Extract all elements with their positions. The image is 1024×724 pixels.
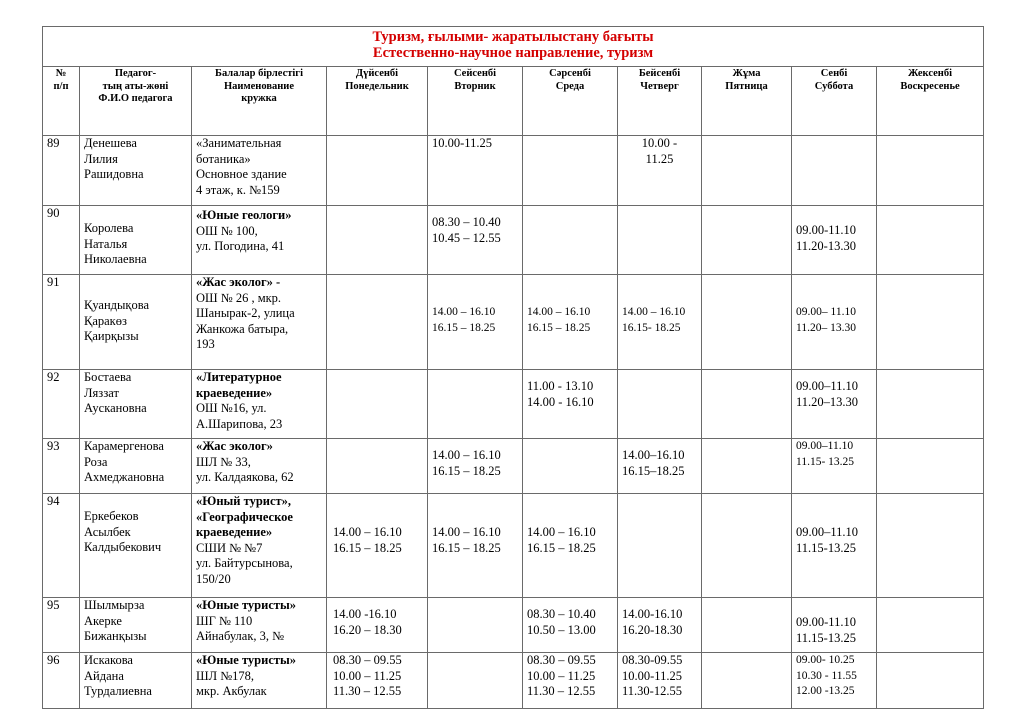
- header-club: [192, 67, 327, 136]
- text-line: А.Шарипова, 23: [196, 416, 283, 431]
- text-line: Жексенбі: [908, 68, 953, 79]
- text-line: ул. Байтурсынова,: [196, 556, 293, 571]
- text-line: Қаракөз: [84, 313, 127, 328]
- schedule-tuesday: [428, 653, 523, 709]
- text-line: Акерке: [84, 613, 122, 628]
- table-row: [43, 494, 984, 598]
- text-line: 14.00 – 16.10: [622, 306, 686, 318]
- text-line: ШЛ №178,: [196, 668, 255, 683]
- schedule-saturday: [792, 439, 877, 494]
- text-line: ШГ № 110: [196, 613, 253, 628]
- text-line: ул. Погодина, 41: [196, 239, 285, 254]
- schedule-thursday: [618, 598, 702, 653]
- teacher-name: [80, 370, 192, 439]
- text-line: Пятница: [725, 80, 768, 92]
- text-line: Николаевна: [84, 252, 147, 267]
- schedule-sunday: [877, 494, 984, 598]
- text-line: Среда: [555, 80, 585, 92]
- text-line: Наименование: [224, 80, 294, 92]
- club-name: [192, 206, 327, 275]
- text-line: Четверг: [640, 80, 679, 92]
- text-line: 11.30 – 12.55: [333, 684, 402, 699]
- club-name: [192, 494, 327, 598]
- text-line: 14.00-16.10: [622, 607, 683, 621]
- schedule-sunday: [877, 275, 984, 370]
- text-line: 16.15–18.25: [622, 463, 685, 478]
- schedule-tuesday: [428, 275, 523, 370]
- text-line: 10.00-11.25: [432, 136, 492, 150]
- text-line: 10.30 - 11.55: [796, 669, 857, 682]
- text-line: 16.20 – 18.30: [333, 622, 402, 637]
- text-line: 14.00 – 16.10: [527, 525, 596, 539]
- text-line: 10.45 – 12.55: [432, 230, 501, 245]
- text-line: Ляззат: [84, 385, 119, 400]
- row-number: 95: [43, 598, 80, 653]
- text-line: 14.00 – 16.10: [432, 448, 501, 462]
- schedule-thursday: [618, 439, 702, 494]
- row-number: 92: [43, 370, 80, 439]
- text-line: ОШ № 100,: [196, 223, 258, 238]
- schedule-monday: [327, 136, 428, 206]
- schedule-monday: [327, 598, 428, 653]
- text-line: Сенбі: [820, 68, 848, 79]
- text-line: тың аты-жөні: [102, 80, 169, 92]
- text-line: Роза: [84, 454, 108, 469]
- text-line: Бостаева: [84, 370, 132, 384]
- teacher-name: [80, 275, 192, 370]
- schedule-sunday: [877, 598, 984, 653]
- schedule-wednesday: [523, 136, 618, 206]
- text-line: 09.00-11.10: [796, 615, 856, 629]
- header-monday: [327, 67, 428, 136]
- text-line: ОШ № 26 , мкр.: [196, 290, 282, 305]
- text-line: Асылбек: [84, 524, 131, 539]
- text-line: Рашидовна: [84, 167, 144, 182]
- text-line: Сейсенбі: [453, 68, 497, 79]
- text-line: «Юные геологи»: [196, 208, 292, 222]
- schedule-saturday: [792, 275, 877, 370]
- text-line: Искакова: [84, 653, 133, 667]
- text-line: «Литературное: [196, 370, 282, 384]
- text-line: 11.00 - 13.10: [527, 379, 594, 393]
- text-line: Вторник: [454, 80, 496, 92]
- text-line: 14.00 – 16.10: [432, 525, 501, 539]
- teacher-name: [80, 136, 192, 206]
- text-line: Суббота: [814, 80, 854, 92]
- text-line: 09.00– 11.10: [796, 306, 856, 318]
- row-number: 94: [43, 494, 80, 598]
- schedule-friday: [702, 598, 792, 653]
- text-line: 14.00 - 16.10: [527, 394, 594, 409]
- club-name: [192, 370, 327, 439]
- text-line: 12.00 -13.25: [796, 685, 855, 698]
- text-line: Айдана: [84, 668, 124, 683]
- text-line: 16.15 – 18.25: [527, 540, 596, 555]
- schedule-friday: [702, 494, 792, 598]
- schedule-saturday: [792, 598, 877, 653]
- schedule-thursday: [618, 275, 702, 370]
- schedule-sunday: [877, 439, 984, 494]
- table-row: [43, 136, 984, 206]
- text-line: Жұма: [732, 68, 761, 79]
- text-line: Турдалиевна: [84, 684, 152, 699]
- schedule-thursday: [618, 206, 702, 275]
- text-line: «Занимательная: [196, 136, 282, 150]
- teacher-name: [80, 494, 192, 598]
- schedule-wednesday: [523, 598, 618, 653]
- text-line: «Жас эколог» -: [196, 275, 281, 289]
- header-tuesday: [428, 67, 523, 136]
- text-line: 14.00 -16.10: [333, 607, 397, 621]
- text-line: 16.15- 18.25: [622, 321, 681, 334]
- schedule-tuesday: [428, 494, 523, 598]
- teacher-name: [80, 598, 192, 653]
- text-line: 10.00-11.25: [622, 668, 682, 683]
- text-line: Балалар бірлестігі: [215, 68, 303, 79]
- text-line: Основное здание: [196, 167, 287, 182]
- text-line: Королева: [84, 221, 134, 235]
- text-line: п/п: [53, 80, 69, 92]
- text-line: Еркебеков: [84, 509, 139, 523]
- schedule-sunday: [877, 370, 984, 439]
- text-line: 09.00–11.10: [796, 440, 854, 452]
- text-line: «Географическое: [196, 509, 293, 524]
- header-friday: [702, 67, 792, 136]
- schedule-tuesday: [428, 206, 523, 275]
- text-line: 14.00–16.10: [622, 448, 685, 462]
- text-line: 16.15 – 18.25: [432, 463, 501, 478]
- club-name: [192, 275, 327, 370]
- schedule-wednesday: [523, 206, 618, 275]
- schedule-sunday: [877, 653, 984, 709]
- header-wednesday: [523, 67, 618, 136]
- schedule-thursday: [618, 136, 702, 206]
- header-teacher: [80, 67, 192, 136]
- text-line: 4 этаж, к. №159: [196, 182, 280, 197]
- text-line: Карамергенова: [84, 439, 164, 453]
- text-line: 10.00 – 11.25: [333, 668, 402, 683]
- row-number: 90: [43, 206, 80, 275]
- text-line: Понедельник: [345, 80, 409, 92]
- schedule-tuesday: [428, 370, 523, 439]
- text-line: Калдыбекович: [84, 540, 162, 555]
- schedule-wednesday: [523, 494, 618, 598]
- schedule-monday: [327, 653, 428, 709]
- table-title: [43, 27, 984, 67]
- text-line: 11.20-13.30: [796, 238, 856, 253]
- row-number: 93: [43, 439, 80, 494]
- club-name: [192, 439, 327, 494]
- text-line: ул. Калдаякова, 62: [196, 470, 294, 485]
- text-line: ОШ №16, ул.: [196, 401, 267, 416]
- text-line: 16.15 – 18.25: [527, 321, 591, 334]
- table-row: [43, 370, 984, 439]
- text-line: ШЛ № 33,: [196, 454, 251, 469]
- text-line: 16.15 – 18.25: [333, 540, 402, 555]
- schedule-monday: [327, 439, 428, 494]
- schedule-monday: [327, 206, 428, 275]
- schedule-thursday: [618, 653, 702, 709]
- text-line: «Жас эколог»: [196, 439, 273, 453]
- text-line: 11.15-13.25: [796, 540, 856, 555]
- table-row: [43, 439, 984, 494]
- text-line: Наталья: [84, 236, 128, 251]
- text-line: 150/20: [196, 571, 231, 586]
- club-name: [192, 653, 327, 709]
- text-line: 16.15 – 18.25: [432, 540, 501, 555]
- text-line: 11.30-12.55: [622, 684, 682, 699]
- text-line: 10.50 – 13.00: [527, 622, 596, 637]
- schedule-table: [42, 26, 984, 709]
- text-line: кружка: [241, 93, 277, 104]
- schedule-thursday: [618, 494, 702, 598]
- title-kazakh: Туризм, ғылыми- жаратылыстану бағыты: [372, 29, 654, 45]
- text-line: 08.30-09.55: [622, 653, 683, 667]
- text-line: 16.15 – 18.25: [432, 321, 496, 334]
- text-line: 09.00–11.10: [796, 525, 859, 539]
- header-row: [43, 67, 984, 136]
- schedule-saturday: [792, 494, 877, 598]
- schedule-friday: [702, 370, 792, 439]
- table-row: [43, 598, 984, 653]
- schedule-thursday: [618, 370, 702, 439]
- teacher-name: [80, 653, 192, 709]
- schedule-wednesday: [523, 439, 618, 494]
- schedule-saturday: [792, 136, 877, 206]
- text-line: Айнабулак, 3, №: [196, 629, 285, 644]
- schedule-saturday: [792, 653, 877, 709]
- text-line: 14.00 – 16.10: [333, 525, 402, 539]
- text-line: мкр. Акбулак: [196, 684, 267, 699]
- schedule-wednesday: [523, 370, 618, 439]
- header-saturday: [792, 67, 877, 136]
- text-line: 16.20-18.30: [622, 622, 683, 637]
- text-line: «Юные туристы»: [196, 653, 297, 667]
- club-name: [192, 136, 327, 206]
- club-name: [192, 598, 327, 653]
- teacher-name: [80, 439, 192, 494]
- text-line: 08.30 – 10.40: [527, 607, 596, 621]
- text-line: Аускановна: [84, 401, 147, 416]
- text-line: Шанырак-2, улица: [196, 306, 295, 321]
- schedule-friday: [702, 136, 792, 206]
- schedule-sunday: [877, 206, 984, 275]
- text-line: Денешева: [84, 136, 137, 150]
- schedule-friday: [702, 206, 792, 275]
- schedule-sunday: [877, 136, 984, 206]
- text-line: Ахмеджановна: [84, 470, 165, 485]
- schedule-friday: [702, 275, 792, 370]
- text-line: 11.20–13.30: [796, 394, 859, 409]
- text-line: Қаирқызы: [84, 329, 139, 344]
- text-line: «Юные туристы»: [196, 598, 297, 612]
- text-line: 14.00 – 16.10: [432, 306, 496, 318]
- row-number: 96: [43, 653, 80, 709]
- text-line: 08.30 – 09.55: [333, 653, 402, 667]
- text-line: «Юный турист»,: [196, 494, 292, 508]
- row-number: 91: [43, 275, 80, 370]
- schedule-tuesday: [428, 136, 523, 206]
- text-line: 11.15- 13.25: [796, 455, 855, 468]
- text-line: краеведение»: [196, 525, 273, 540]
- text-line: 09.00- 10.25: [796, 654, 855, 666]
- text-line: 193: [196, 337, 215, 352]
- text-line: 08.30 – 10.40: [432, 215, 501, 229]
- text-line: Дүйсенбі: [355, 68, 399, 79]
- text-line: 11.20– 13.30: [796, 321, 856, 334]
- text-line: Педагог-: [114, 68, 157, 79]
- text-line: Ф.И.О педагога: [98, 93, 173, 104]
- text-line: Бейсенбі: [638, 68, 681, 79]
- text-line: СШИ № №7: [196, 540, 263, 555]
- text-line: 11.30 – 12.55: [527, 684, 596, 699]
- text-line: 10.00 -: [641, 136, 678, 150]
- header-num: [43, 67, 80, 136]
- text-line: краеведение»: [196, 385, 273, 400]
- text-line: ботаника»: [196, 151, 251, 166]
- schedule-saturday: [792, 206, 877, 275]
- schedule-monday: [327, 494, 428, 598]
- title-russian: Естественно-научное направление, туризм: [372, 45, 654, 61]
- schedule-wednesday: [523, 653, 618, 709]
- text-line: Лилия: [84, 151, 118, 166]
- text-line: Бижанқызы: [84, 629, 147, 644]
- table-row: [43, 206, 984, 275]
- teacher-name: [80, 206, 192, 275]
- text-line: Қуандықова: [84, 298, 150, 312]
- table-row: [43, 653, 984, 709]
- schedule-friday: [702, 439, 792, 494]
- text-line: 09.00-11.10: [796, 223, 856, 237]
- text-line: 14.00 – 16.10: [527, 306, 591, 318]
- schedule-tuesday: [428, 598, 523, 653]
- row-number: 89: [43, 136, 80, 206]
- table-row: [43, 275, 984, 370]
- text-line: 09.00–11.10: [796, 379, 859, 393]
- text-line: 10.00 – 11.25: [527, 668, 596, 683]
- text-line: 11.15-13.25: [796, 630, 856, 645]
- schedule-saturday: [792, 370, 877, 439]
- header-thursday: [618, 67, 702, 136]
- text-line: Шылмырза: [84, 598, 145, 612]
- text-line: Жанкожа батыра,: [196, 321, 289, 336]
- header-sunday: [877, 67, 984, 136]
- schedule-tuesday: [428, 439, 523, 494]
- text-line: №: [55, 68, 67, 79]
- text-line: 08.30 – 09.55: [527, 653, 596, 667]
- text-line: Воскресенье: [900, 80, 960, 92]
- schedule-monday: [327, 370, 428, 439]
- text-line: Сәрсенбі: [549, 68, 591, 79]
- text-line: 11.25: [645, 151, 674, 166]
- schedule-wednesday: [523, 275, 618, 370]
- schedule-friday: [702, 653, 792, 709]
- schedule-monday: [327, 275, 428, 370]
